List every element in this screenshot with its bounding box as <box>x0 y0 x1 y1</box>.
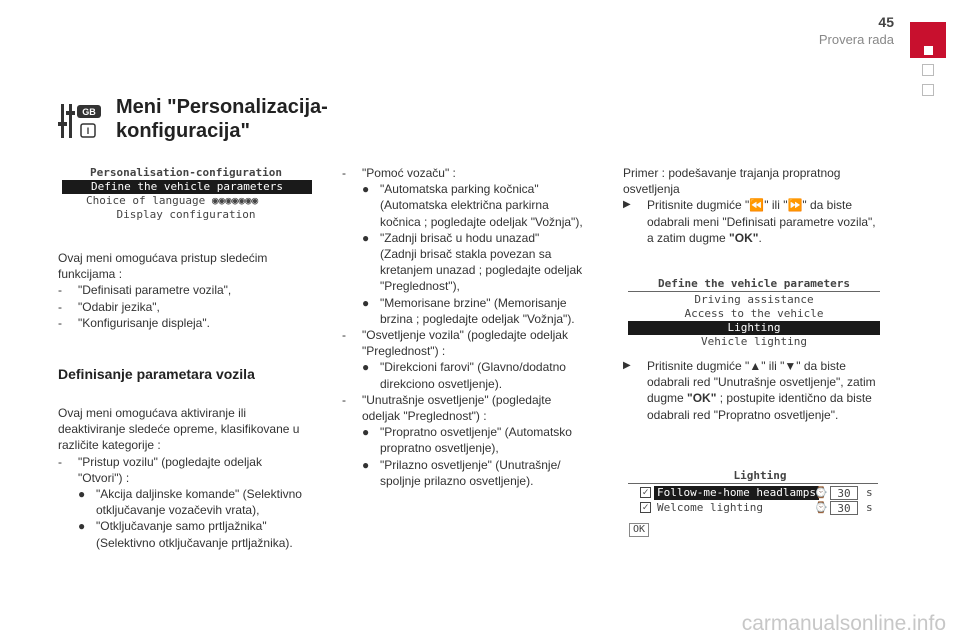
personalisation-screen <box>86 166 286 222</box>
menu-row-display[interactable]: Display configuration <box>116 208 256 221</box>
intro-line: Ovaj meni omogućava pristup sledećim <box>58 251 268 265</box>
sub-list-item: ● "Akcija daljinske komande" (Selektivno otključavanje vozačevih vrata), <box>78 487 302 518</box>
section-subheading: Definisanje parametara vozila <box>58 366 255 382</box>
checkbox-checked-icon[interactable]: ✓ <box>640 502 651 513</box>
lighting-row-label: Welcome lighting <box>657 501 763 514</box>
vehicle-params-block <box>58 405 328 551</box>
header-divider <box>628 291 880 292</box>
sub-list-item: ● "Automatska parking kočnica" (Automatska električna parkirna kočnica ; pogledajte odeljak "Vožnja"), <box>362 182 583 229</box>
duration-unit: s <box>866 486 873 499</box>
watermark: carmanualsonline.info <box>741 612 946 635</box>
lighting-row-follow-me[interactable] <box>640 486 880 500</box>
menu-row-language[interactable] <box>86 194 286 208</box>
list-item: - "Definisati parametre vozila", <box>58 283 232 298</box>
intro-block <box>58 250 318 331</box>
step-2: ▶ Pritisnite dugmiće "▲" ili "▼" da biste odabrali red "Unutrašnje osvetljenje", zatim dugme "OK" ; postupite identično da biste odabrali red "Propratno osvetljenje". <box>623 359 876 422</box>
settings-sliders-icon <box>58 102 104 140</box>
clock-icon: ⌚ <box>814 501 828 514</box>
arrow-right-icon: ▶ <box>623 199 631 211</box>
list-item: - "Pristup vozilu" (pogledajte odeljak "Otvori") : <box>58 454 262 485</box>
sub-list-item: ● "Memorisane brzine" (Memorisanje brzina ; pogledajte odeljak "Vožnja"). <box>362 295 575 326</box>
para-line: različite kategorije : <box>58 438 161 453</box>
lighting-row-label: Follow-me-home headlamps <box>654 486 819 500</box>
chapter-tab[interactable] <box>910 22 946 58</box>
example-line: osvetljenja <box>623 182 680 197</box>
arrow-right-icon: ▶ <box>623 360 631 371</box>
sub-list-item: ● "Propratno osvetljenje" (Automatsko propratno osvetljenje), <box>362 425 572 456</box>
language-flags-icon: ◉◉◉◉◉◉◉ <box>211 194 259 207</box>
list-item: - "Unutrašnje osvetljenje" (pogledajte odeljak "Preglednost") : <box>342 392 552 424</box>
menu-row-driving[interactable]: Driving assistance <box>694 293 814 306</box>
intro-line: funkcijama : <box>58 267 123 282</box>
screen-header: Personalisation-configuration <box>89 166 283 179</box>
ok-keyword: "OK" <box>687 391 717 406</box>
chapter-tab-square-icon <box>924 46 933 55</box>
i-badge-text: I <box>86 126 90 136</box>
ok-keyword: "OK" <box>729 230 759 245</box>
step-1: ▶ Pritisnite dugmiće "⏪" ili "⏩" da biste odabrali meni "Definisati parametre vozila", a zatim dugme "OK". <box>623 198 876 245</box>
duration-value[interactable]: 30 <box>830 486 858 500</box>
page-number: 45 <box>878 14 894 30</box>
fast-forward-icon: ⏩ <box>787 198 803 213</box>
nav-box-bottom-icon <box>922 84 934 96</box>
column-3-top <box>623 165 903 246</box>
rewind-icon: ⏪ <box>749 198 765 213</box>
nav-box-top-icon <box>922 64 934 76</box>
lighting-row-welcome[interactable] <box>640 501 880 515</box>
section-label: Provera rada <box>818 32 894 47</box>
example-line: Primer : podešavanje trajanja propratnog <box>623 166 841 180</box>
column-2 <box>342 165 602 489</box>
menu-row-lighting[interactable]: Lighting <box>628 321 880 335</box>
page-title-line-2: konfiguracija" <box>116 120 250 142</box>
duration-value[interactable]: 30 <box>830 501 858 515</box>
duration-unit: s <box>866 501 873 514</box>
menu-row-vehicle-lighting[interactable]: Vehicle lighting <box>701 335 807 348</box>
gb-badge-text: GB <box>82 107 96 117</box>
sub-list-item: ● "Otključavanje samo prtljažnika" (Selektivno otključavanje prtljažnika). <box>78 519 293 550</box>
para-line: deaktiviranje sledeće opreme, klasifikovane u <box>58 422 300 437</box>
list-item: - "Konfigurisanje displeja". <box>58 315 210 330</box>
sub-list-item: ● "Direkcioni farovi" (Glavno/dodatno direkciono osvetljenje). <box>362 360 566 391</box>
header-divider <box>628 483 878 484</box>
menu-row-language-label: Choice of language <box>86 194 206 207</box>
page-title-line-1: Meni "Personalizacija- <box>116 96 328 118</box>
up-arrow-icon: ▲ <box>749 359 762 373</box>
column-3-bottom <box>623 358 903 423</box>
down-arrow-icon: ▼ <box>784 359 797 373</box>
screen-header: Lighting <box>733 469 787 482</box>
ok-button[interactable]: OK <box>629 523 649 537</box>
screen-header: Define the vehicle parameters <box>657 277 851 290</box>
list-item: - "Pomoć vozaču" : <box>342 166 456 180</box>
vehicle-params-screen <box>628 277 880 349</box>
sub-list-item: ● "Prilazno osvetljenje" (Unutrašnje/ spoljnje prilazno osvetljenje). <box>362 457 561 488</box>
menu-row-access[interactable]: Access to the vehicle <box>684 307 824 320</box>
list-item: - "Odabir jezika", <box>58 299 160 314</box>
lighting-screen <box>640 469 890 521</box>
page-title <box>116 95 328 143</box>
list-item: - "Osvetljenje vozila" (pogledajte odeljak "Preglednost") : <box>342 328 568 359</box>
checkbox-checked-icon[interactable]: ✓ <box>640 487 651 498</box>
para-line: Ovaj meni omogućava aktiviranje ili <box>58 406 247 420</box>
sub-list-item: ● "Zadnji brisač u hodu unazad" (Zadnji brisač stakla povezan sa kretanjem unazad ; pogledajte odeljak "Preglednost"), <box>362 230 583 294</box>
clock-icon: ⌚ <box>814 486 828 499</box>
menu-row-define[interactable]: Define the vehicle parameters <box>62 180 312 194</box>
